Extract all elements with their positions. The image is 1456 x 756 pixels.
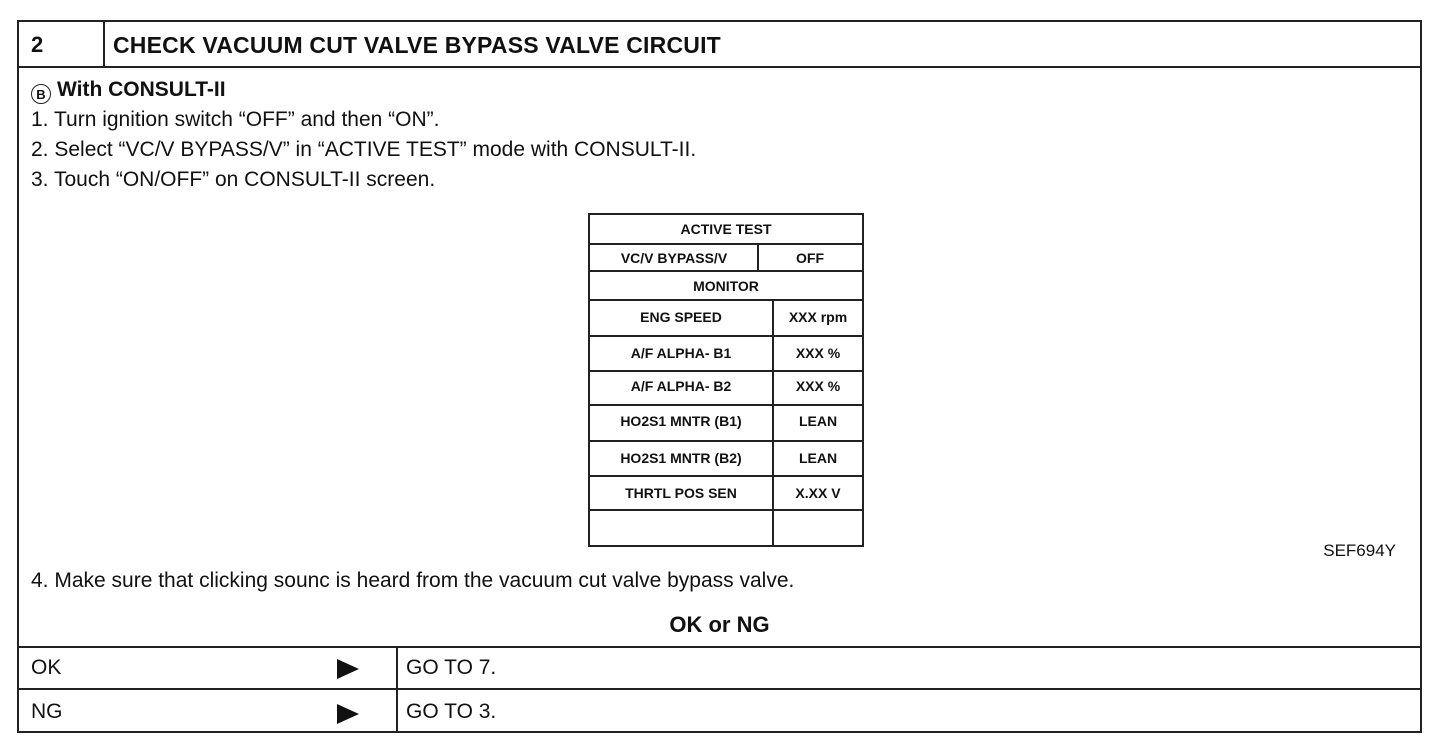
monitor-label: A/F ALPHA- B2 [630,378,732,394]
header-divider [103,22,105,68]
procedure-box [17,20,1422,733]
with-consult-label: With CONSULT-II [57,78,226,101]
consult-heading [31,78,226,104]
screen-header: ACTIVE TEST [680,221,772,237]
test-value: OFF [796,250,824,266]
step-line-2: 2. Select “VC/V BYPASS/V” in “ACTIVE TEST” mode with CONSULT-II. [31,138,697,161]
result-ng-label: NG [31,700,63,723]
decision-rule [19,646,1420,648]
monitor-label: HO2S1 MNTR (B1) [620,413,742,429]
monitor-value: XXX rpm [788,309,848,325]
step-title: CHECK VACUUM CUT VALVE BYPASS VALVE CIRCUIT [113,32,721,58]
step-number: 2 [31,32,44,57]
test-item: VC/V BYPASS/V [620,250,728,266]
step-line-4: 4. Make sure that clicking sounc is heard from the vacuum cut valve bypass valve. [31,569,795,592]
monitor-label: HO2S1 MNTR (B2) [620,450,742,466]
result-ok-action: GO TO 7. [406,656,497,679]
monitor-value: XXX % [795,378,841,394]
monitor-label: A/F ALPHA- B1 [630,345,732,361]
monitor-label: ENG SPEED [640,309,722,325]
decision-question: OK or NG [669,612,770,637]
monitor-value: X.XX V [795,485,841,501]
step-line-3: 3. Touch “ON/OFF” on CONSULT-II screen. [31,168,436,191]
monitor-value: LEAN [798,413,838,429]
monitor-value: XXX % [795,345,841,361]
monitor-value: LEAN [798,450,838,466]
result-ok-label: OK [31,656,62,679]
result-ng-action: GO TO 3. [406,700,497,723]
header-rule [19,66,1420,68]
result-rule [19,688,1420,690]
monitor-label: THRTL POS SEN [625,485,737,501]
consult-icon: B [31,84,51,104]
step-line-1: 1. Turn ignition switch “OFF” and then “ON”. [31,108,440,131]
consult-screen [588,213,864,547]
monitor-header: MONITOR [693,278,759,294]
arrow-right-icon [337,659,359,679]
figure-code: SEF694Y [1323,541,1396,560]
arrow-right-icon [337,704,359,724]
